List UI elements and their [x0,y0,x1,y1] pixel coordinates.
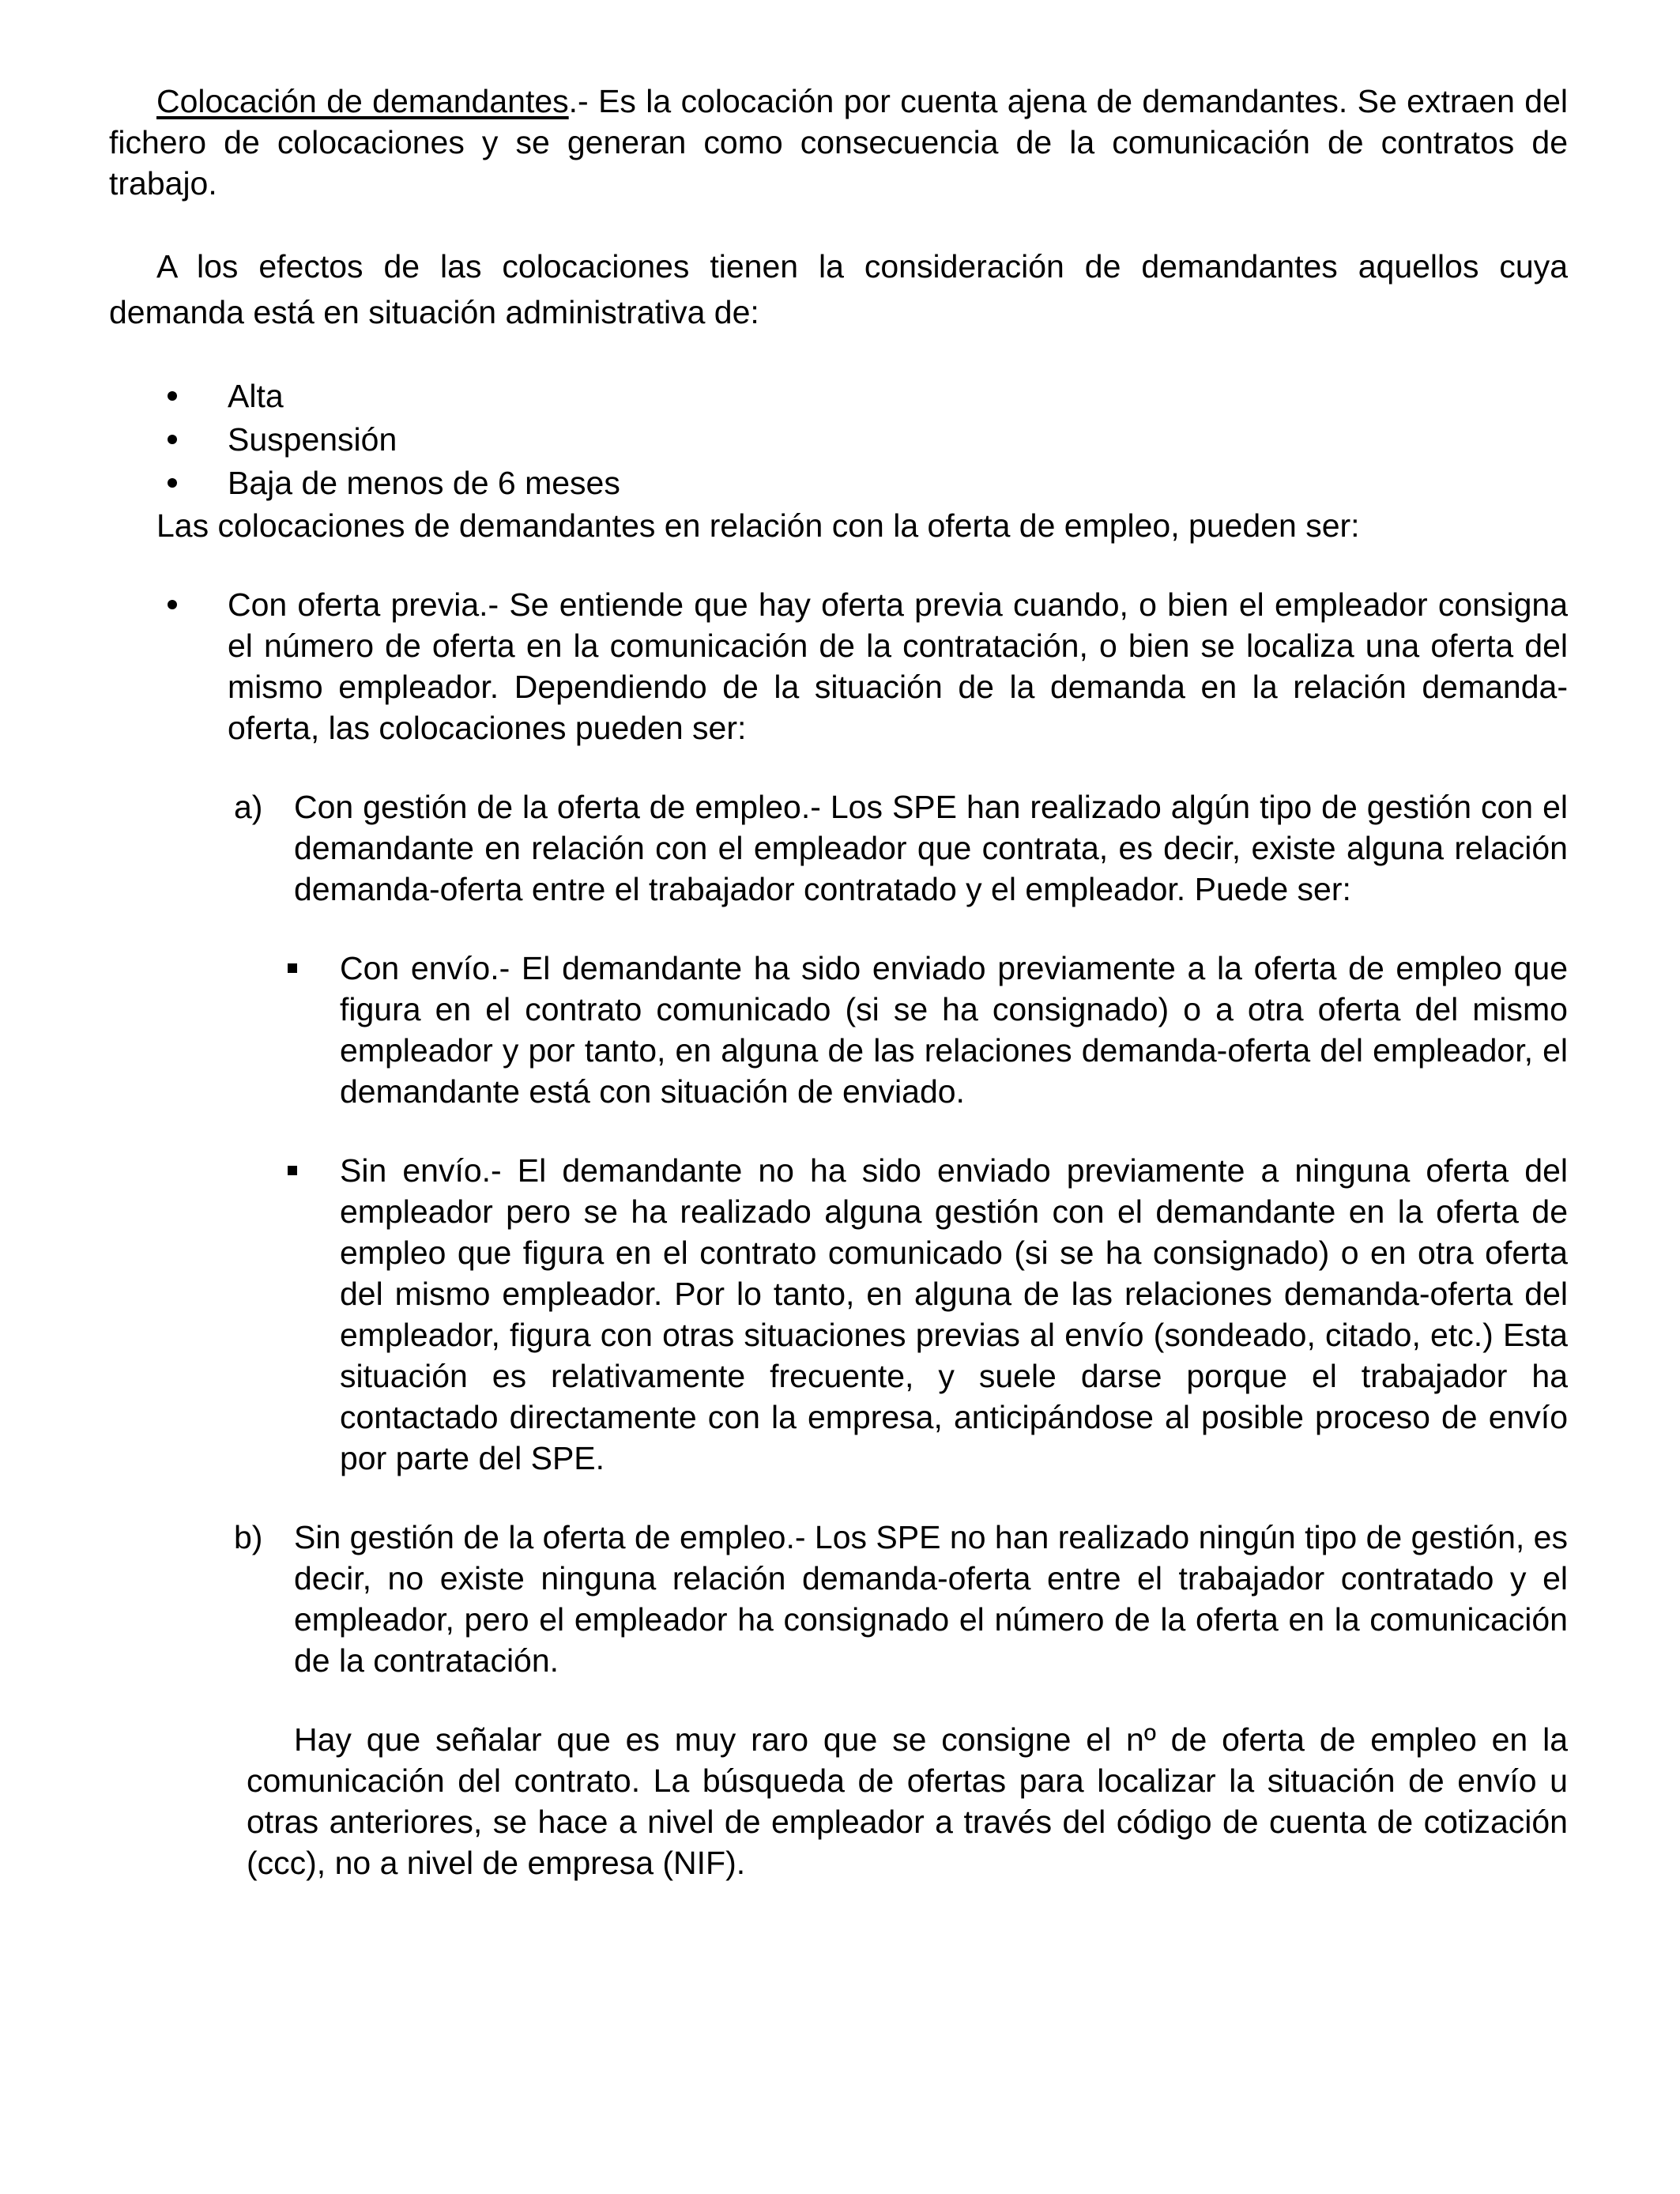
document-page [109,81,1568,1883]
list-item-con-oferta-previa [109,584,1568,748]
square-bullet-icon [288,1166,297,1175]
bullet-icon [168,435,177,444]
sub-item-label: b) [234,1519,263,1555]
list-item-text: Baja de menos de 6 meses [228,465,620,501]
sub-item-sin-envio [109,1150,1568,1479]
paragraph-efectos-colocaciones: A los efectos de las colocaciones tienen la consideración de demandantes aquellos cuya demanda está en situación administrativa de: [109,248,1568,330]
sub-item-a [109,786,1568,910]
sin-gestion-text: Sin gestión de la oferta de empleo.- Los SPE no han realizado ningún tipo de gestión, es decir, no existe ninguna relación demanda-oferta entre el trabajador contratado y el empleador, pero el empleador ha consignado el número de la oferta en la comunicación de la contratación. [294,1519,1568,1679]
definition-text: .- Es la colocación por cuenta ajena de demandantes. Se extraen del fichero de colocaciones y se generan como consecuencia de la comunicación de contratos de trabajo. [109,83,1569,202]
situaciones-list [109,375,1568,505]
sub-item-b [109,1517,1568,1681]
list-item [109,462,1568,505]
list-item [109,418,1568,462]
term-colocacion-demandantes: Colocación de demandantes [156,83,569,119]
sin-envio-text: Sin envío.- El demandante no ha sido enviado previamente a ninguna oferta del empleador pero se ha realizado alguna gestión con el demandante en la oferta de empleo que figura en el contrato comunicado (si se ha consignado) o en otra oferta del mismo empleador. Por lo tanto, en alguna de las relaciones demanda-oferta del empleador, figura con otras situaciones previas al envío (sondeado, citado, etc.) Esta situación es relativamente frecuente, y suele darse porque el trabajador ha contactado directamente con la empresa, anticipándose al posible proceso de envío por parte del SPE. [340,1152,1568,1476]
list-item-text: Alta [228,378,284,414]
con-oferta-previa-text: Con oferta previa.- Se entiende que hay oferta previa cuando, o bien el empleador consigna el número de oferta en la comunicación de la contratación, o bien se localiza una oferta del mismo empleador. Dependiendo de la situación de la demanda en la relación demanda-oferta, las colocaciones pueden ser: [228,586,1568,746]
bullet-icon [168,600,177,609]
con-envio-text: Con envío.- El demandante ha sido enviado previamente a la oferta de empleo que figura en el contrato comunicado (si se ha consignado) o a otra oferta del mismo empleador y por tanto, en alguna de las relaciones demanda-oferta del empleador, el demandante está con situación de enviado. [340,950,1568,1110]
sub-item-label: a) [234,789,263,825]
square-bullet-icon [288,963,297,973]
paragraph-relacion-oferta: Las colocaciones de demandantes en relación con la oferta de empleo, pueden ser: [156,507,1360,544]
sub-item-con-envio [109,948,1568,1112]
paragraph-final-note: Hay que señalar que es muy raro que se consigne el nº de oferta de empleo en la comunicación del contrato. La búsqueda de ofertas para localizar la situación de envío u otras anteriores, se hace a nivel de empleador a través del código de cuenta de cotización (ccc), no a nivel de empresa (NIF). [247,1721,1568,1881]
list-item-text: Suspensión [228,421,397,458]
bullet-icon [168,478,177,488]
con-gestion-text: Con gestión de la oferta de empleo.- Los SPE han realizado algún tipo de gestión con el demandante en relación con el empleador que contrata, es decir, existe alguna relación demanda-oferta entre el trabajador contratado y el empleador. Puede ser: [294,789,1568,907]
bullet-icon [168,391,177,401]
paragraph-colocacion-demandantes [109,81,1568,204]
list-item [109,375,1568,418]
